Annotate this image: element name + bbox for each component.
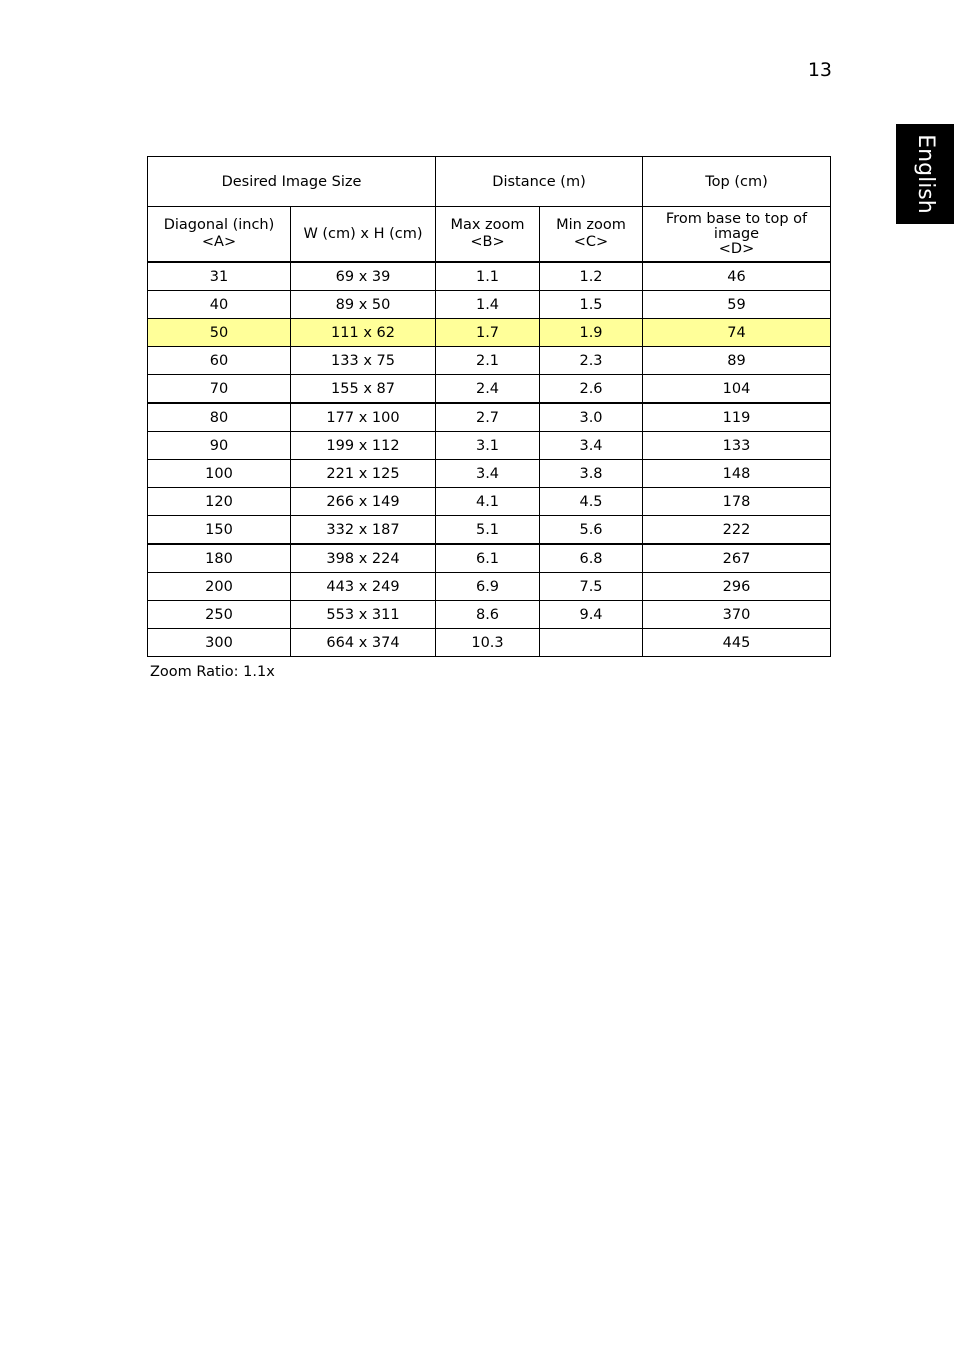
table-row bbox=[148, 544, 831, 573]
table-cell: 70 bbox=[148, 375, 291, 404]
table-cell: 1.1 bbox=[436, 262, 540, 291]
table-cell: 40 bbox=[148, 291, 291, 319]
table-cell: 1.5 bbox=[540, 291, 643, 319]
projection-size-table bbox=[147, 156, 831, 657]
table-cell: 31 bbox=[148, 262, 291, 291]
sub-header-text: <A> bbox=[201, 234, 237, 250]
table-cell: 10.3 bbox=[436, 629, 540, 657]
table-cell: 133 x 75 bbox=[291, 347, 436, 375]
table-cell: 7.5 bbox=[540, 573, 643, 601]
table-cell: 398 x 224 bbox=[291, 544, 436, 573]
sub-header-text: Min zoom bbox=[556, 217, 626, 233]
table-row bbox=[148, 375, 831, 404]
table-cell: 46 bbox=[643, 262, 831, 291]
group-header-image-size: Desired Image Size bbox=[148, 157, 436, 207]
sub-header-diagonal bbox=[148, 207, 291, 263]
table-cell: 6.8 bbox=[540, 544, 643, 573]
table-cell: 296 bbox=[643, 573, 831, 601]
language-tab-label: English bbox=[913, 134, 938, 214]
table-cell: 300 bbox=[148, 629, 291, 657]
table-cell: 4.5 bbox=[540, 488, 643, 516]
table-row bbox=[148, 601, 831, 629]
sub-header-text: <C> bbox=[573, 234, 609, 250]
table-cell: 1.9 bbox=[540, 319, 643, 347]
table-row bbox=[148, 573, 831, 601]
table-cell: 3.4 bbox=[436, 460, 540, 488]
sub-header-width-height bbox=[291, 207, 436, 263]
sub-header-text: image bbox=[713, 225, 760, 242]
table-cell: 332 x 187 bbox=[291, 516, 436, 545]
table-cell: 180 bbox=[148, 544, 291, 573]
sub-header-text: <D> bbox=[718, 240, 755, 257]
table-cell: 370 bbox=[643, 601, 831, 629]
table-cell: 60 bbox=[148, 347, 291, 375]
group-header-top: Top (cm) bbox=[643, 157, 831, 207]
table-cell: 4.1 bbox=[436, 488, 540, 516]
table-cell: 1.7 bbox=[436, 319, 540, 347]
table-cell: 178 bbox=[643, 488, 831, 516]
table-cell: 2.4 bbox=[436, 375, 540, 404]
language-tab bbox=[896, 124, 954, 224]
sub-header-text: W (cm) x H (cm) bbox=[303, 225, 423, 242]
table-cell: 222 bbox=[643, 516, 831, 545]
sub-header-max-zoom bbox=[436, 207, 540, 263]
table-cell: 9.4 bbox=[540, 601, 643, 629]
table-cell: 120 bbox=[148, 488, 291, 516]
table-cell: 89 x 50 bbox=[291, 291, 436, 319]
table-row bbox=[148, 262, 831, 291]
table-cell: 2.1 bbox=[436, 347, 540, 375]
sub-header-text: From base to top of bbox=[665, 210, 808, 227]
table-cell: 664 x 374 bbox=[291, 629, 436, 657]
table-cell: 199 x 112 bbox=[291, 432, 436, 460]
table-cell: 100 bbox=[148, 460, 291, 488]
table-cell: 111 x 62 bbox=[291, 319, 436, 347]
table-cell: 200 bbox=[148, 573, 291, 601]
table-cell: 267 bbox=[643, 544, 831, 573]
table-cell: 8.6 bbox=[436, 601, 540, 629]
table-cell: 89 bbox=[643, 347, 831, 375]
table-cell: 3.0 bbox=[540, 403, 643, 432]
table-cell: 221 x 125 bbox=[291, 460, 436, 488]
table-cell: 119 bbox=[643, 403, 831, 432]
sub-header-text: <B> bbox=[470, 234, 505, 250]
table-cell: 133 bbox=[643, 432, 831, 460]
table-cell: 90 bbox=[148, 432, 291, 460]
table-row bbox=[148, 291, 831, 319]
table-cell: 177 x 100 bbox=[291, 403, 436, 432]
table-row bbox=[148, 516, 831, 545]
table-cell: 5.6 bbox=[540, 516, 643, 545]
table-cell: 3.1 bbox=[436, 432, 540, 460]
table-cell: 445 bbox=[643, 629, 831, 657]
table-cell: 2.7 bbox=[436, 403, 540, 432]
table-row bbox=[148, 629, 831, 657]
table-row-highlighted bbox=[148, 319, 831, 347]
sub-header-base-to-top bbox=[643, 207, 831, 263]
table-cell: 443 x 249 bbox=[291, 573, 436, 601]
table-cell: 250 bbox=[148, 601, 291, 629]
table-cell: 1.2 bbox=[540, 262, 643, 291]
table-cell: 74 bbox=[643, 319, 831, 347]
zoom-ratio-note: Zoom Ratio: 1.1x bbox=[150, 664, 275, 680]
table-cell: 2.6 bbox=[540, 375, 643, 404]
table-cell: 69 x 39 bbox=[291, 262, 436, 291]
sub-header-text: Max zoom bbox=[450, 217, 525, 233]
table-cell: 155 x 87 bbox=[291, 375, 436, 404]
table-cell: 5.1 bbox=[436, 516, 540, 545]
group-header-row bbox=[148, 157, 831, 207]
table-cell: 150 bbox=[148, 516, 291, 545]
sub-header-text: Diagonal (inch) bbox=[163, 217, 275, 233]
table-row bbox=[148, 432, 831, 460]
table-row bbox=[148, 347, 831, 375]
table-cell bbox=[540, 629, 643, 657]
table-cell: 266 x 149 bbox=[291, 488, 436, 516]
table-cell: 1.4 bbox=[436, 291, 540, 319]
table-cell: 50 bbox=[148, 319, 291, 347]
page-number: 13 bbox=[807, 59, 832, 81]
sub-header-min-zoom bbox=[540, 207, 643, 263]
group-header-distance: Distance (m) bbox=[436, 157, 643, 207]
table-row bbox=[148, 403, 831, 432]
table-cell: 6.1 bbox=[436, 544, 540, 573]
table-cell: 80 bbox=[148, 403, 291, 432]
table-cell: 6.9 bbox=[436, 573, 540, 601]
table-cell: 104 bbox=[643, 375, 831, 404]
sub-header-row bbox=[148, 207, 831, 263]
table-cell: 59 bbox=[643, 291, 831, 319]
table-cell: 2.3 bbox=[540, 347, 643, 375]
table-cell: 553 x 311 bbox=[291, 601, 436, 629]
table-cell: 3.8 bbox=[540, 460, 643, 488]
table-cell: 3.4 bbox=[540, 432, 643, 460]
table-row bbox=[148, 488, 831, 516]
table-row bbox=[148, 460, 831, 488]
table-cell: 148 bbox=[643, 460, 831, 488]
